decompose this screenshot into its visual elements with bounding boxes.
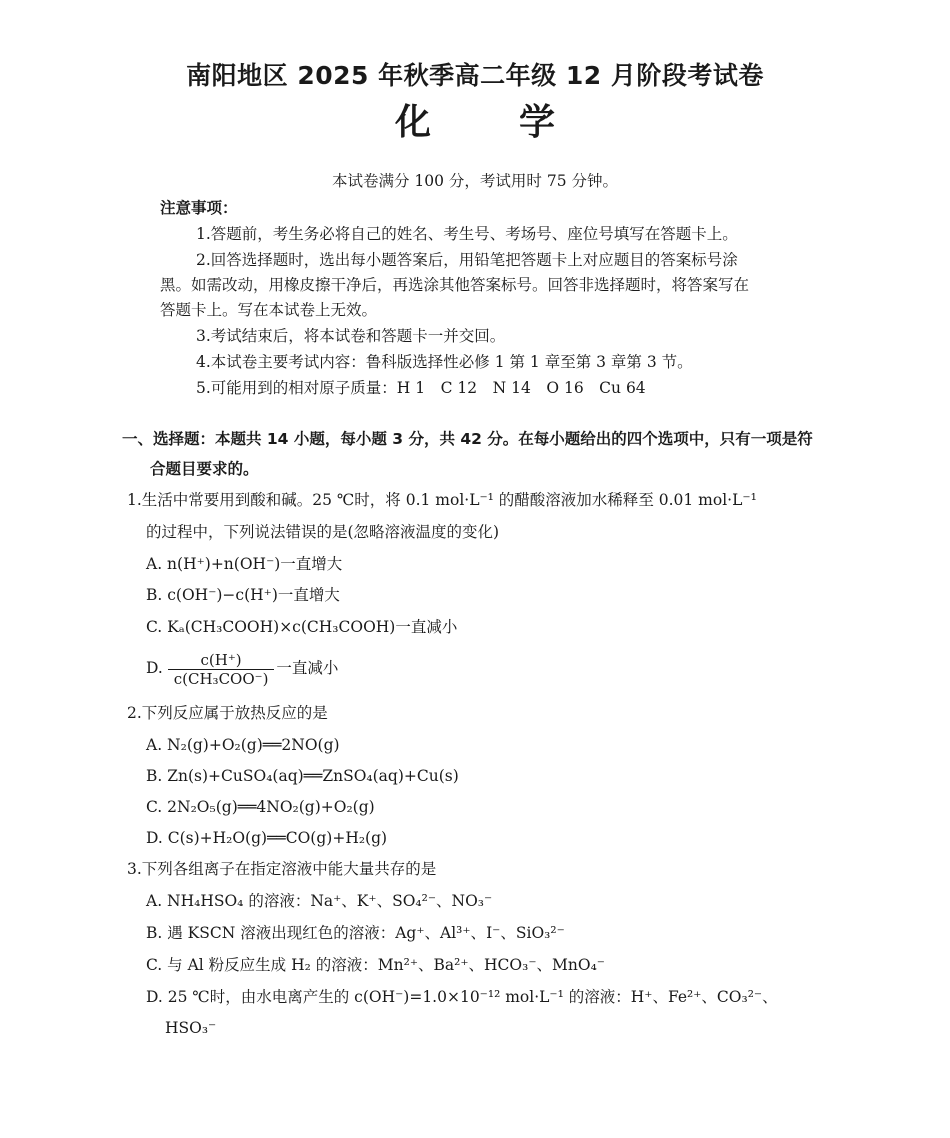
q3-option-c: C. 与 Al 粉反应生成 H₂ 的溶液：Mn²⁺、Ba²⁺、HCO₃⁻、MnO₄⁻ bbox=[146, 956, 605, 974]
q3-stem: 3.下列各组离子在指定溶液中能大量共存的是 bbox=[127, 860, 437, 878]
q1-option-d bbox=[146, 646, 338, 690]
notice-item: 3.考试结束后，将本试卷和答题卡一并交回。 bbox=[196, 327, 506, 345]
q2-option-d: D. C(s)+H₂O(g)══CO(g)+H₂(g) bbox=[146, 829, 388, 847]
q1-option-b: B. c(OH⁻)−c(H⁺)一直增大 bbox=[146, 586, 340, 604]
notice-heading: 注意事项： bbox=[160, 199, 238, 217]
q1-option-c: C. Kₐ(CH₃COOH)×c(CH₃COOH)一直减小 bbox=[146, 618, 458, 636]
q3-option-d-cont: HSO₃⁻ bbox=[165, 1019, 217, 1037]
q1-option-d-tail: 一直减小 bbox=[276, 659, 339, 677]
exam-intro: 本试卷满分 100 分，考试用时 75 分钟。 bbox=[331, 172, 619, 190]
q2-option-a: A. N₂(g)+O₂(g)══2NO(g) bbox=[146, 736, 340, 754]
q1-stem-cont: 的过程中，下列说法错误的是(忽略溶液温度的变化) bbox=[146, 523, 500, 541]
q3-option-d: D. 25 ℃时，由水电离产生的 c(OH⁻)=1.0×10⁻¹² mol·L⁻¹ 的溶液：H⁺、Fe²⁺、CO₃²⁻、 bbox=[146, 988, 778, 1006]
q2-option-c: C. 2N₂O₅(g)══4NO₂(g)+O₂(g) bbox=[146, 798, 375, 816]
notice-item: 答题卡上。写在本试卷上无效。 bbox=[160, 301, 378, 319]
subject-char-2: 学 bbox=[519, 102, 556, 143]
notice-item: 4.本试卷主要考试内容：鲁科版选择性必修 1 第 1 章至第 3 章第 3 节。 bbox=[196, 353, 693, 371]
notice-item: 5.可能用到的相对原子质量：H 1 C 12 N 14 O 16 Cu 64 bbox=[196, 379, 646, 397]
notice-item: 2.回答选择题时，选出每小题答案后，用铅笔把答题卡上对应题目的答案标号涂 bbox=[196, 251, 738, 269]
fraction-numerator: c(H⁺) bbox=[168, 651, 275, 670]
subject-char-1: 化 bbox=[394, 102, 431, 143]
q3-option-a: A. NH₄HSO₄ 的溶液：Na⁺、K⁺、SO₄²⁻、NO₃⁻ bbox=[146, 892, 493, 910]
q1-stem: 1.生活中常要用到酸和碱。25 ℃时，将 0.1 mol·L⁻¹ 的醋酸溶液加水稀释至 0.01 mol·L⁻¹ bbox=[127, 491, 757, 509]
section-heading: 一、选择题：本题共 14 小题，每小题 3 分，共 42 分。在每小题给出的四个选项中，只有一项是符 bbox=[122, 430, 813, 448]
q3-option-b: B. 遇 KSCN 溶液出现红色的溶液：Ag⁺、Al³⁺、I⁻、SiO₃²⁻ bbox=[146, 924, 565, 942]
q1-option-d-label: D. bbox=[146, 659, 163, 677]
q2-stem: 2.下列反应属于放热反应的是 bbox=[127, 704, 328, 722]
q1-option-a: A. n(H⁺)+n(OH⁻)一直增大 bbox=[146, 555, 343, 573]
subject-title bbox=[0, 94, 950, 145]
notice-item: 1.答题前，考生务必将自己的姓名、考生号、考场号、座位号填写在答题卡上。 bbox=[196, 225, 738, 243]
q2-option-b: B. Zn(s)+CuSO₄(aq)══ZnSO₄(aq)+Cu(s) bbox=[146, 767, 459, 785]
q1-option-d-fraction bbox=[168, 651, 275, 688]
fraction-denominator: c(CH₃COO⁻) bbox=[173, 669, 269, 688]
section-heading-cont: 合题目要求的。 bbox=[150, 460, 259, 478]
notice-item: 黑。如需改动，用橡皮擦干净后，再选涂其他答案标号。回答非选择题时，将答案写在 bbox=[160, 276, 750, 294]
exam-title: 南阳地区 2025 年秋季高二年级 12 月阶段考试卷 bbox=[186, 61, 764, 90]
